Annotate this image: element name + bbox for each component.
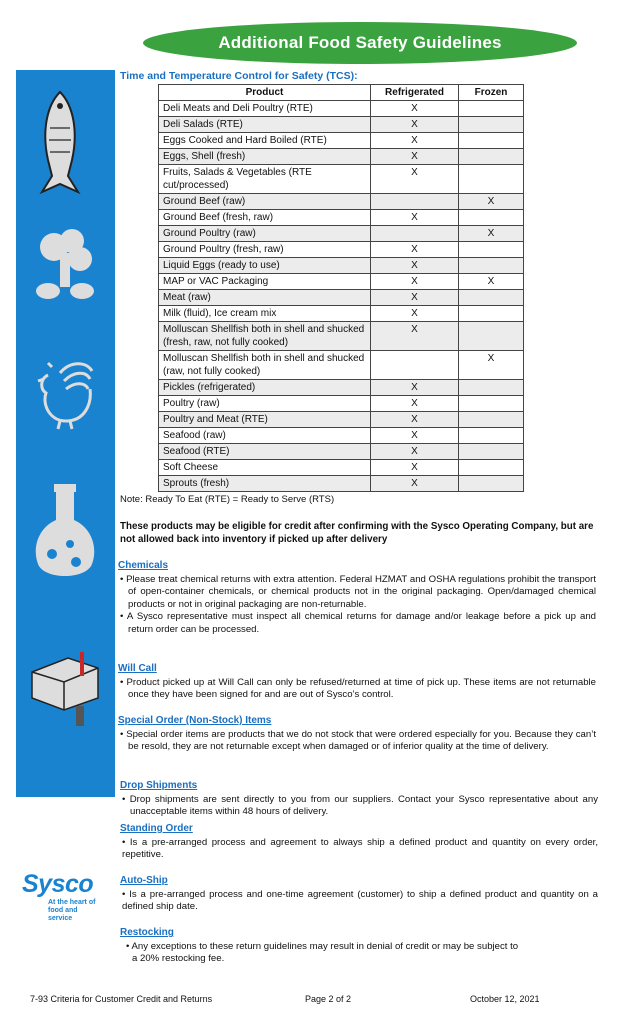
- will-call-section: [118, 663, 596, 702]
- standing-order-section: [120, 823, 598, 862]
- cell-refrigerated: X: [371, 242, 459, 258]
- cell-product: Milk (fluid), Ice cream mix: [159, 306, 371, 322]
- footer-document-title: 7-93 Criteria for Customer Credit and Returns: [30, 994, 213, 1004]
- flask-icon: [30, 480, 100, 586]
- cell-product: Seafood (RTE): [159, 444, 371, 460]
- table-row: [159, 380, 524, 396]
- bullet-text: Drop shipments are sent directly to you from our suppliers. Contact your Sysco representative about any unacceptable items within 48 hours of delivery.: [129, 793, 599, 817]
- table-row: [159, 226, 524, 242]
- cell-refrigerated: [371, 194, 459, 210]
- sidebar-graphic-strip: [16, 70, 115, 797]
- cell-refrigerated: X: [371, 210, 459, 226]
- eligibility-statement: These products may be eligible for credit after confirming with the Sysco Operating Company, but are not allowed back into inventory if picked up after delivery: [120, 521, 594, 545]
- restocking-heading: Restocking: [120, 927, 174, 938]
- cell-product: Sprouts (fresh): [159, 476, 371, 492]
- table-row: [159, 149, 524, 165]
- bullet-text: Is a pre-arranged process and one-time agreement (customer) to ship a defined product and quantity on a defined ship date.: [122, 888, 598, 912]
- cell-product: Deli Salads (RTE): [159, 117, 371, 133]
- cell-refrigerated: X: [371, 117, 459, 133]
- cell-product: Poultry and Meat (RTE): [159, 412, 371, 428]
- chemicals-bullet-2: • A Sysco representative must inspect all chemical returns for damage and/or leakage before a pick up and return order can be processed.: [120, 611, 596, 635]
- table-header-row: [159, 85, 524, 101]
- auto-ship-bullet: • Is a pre-arranged process and one-time agreement (customer) to ship a defined product and quantity on a defined ship date.: [122, 888, 598, 912]
- table-row: [159, 242, 524, 258]
- chemicals-bullet-1: • Please treat chemical returns with extra attention. Federal HZMAT and OSHA regulations prohibit the transport of open-container chemicals, or chemical products not in the original packaging. Open/damaged chemical products or not in original packaging are non-returnable.: [120, 573, 596, 610]
- cell-product: Meat (raw): [159, 290, 371, 306]
- cell-product: Seafood (raw): [159, 428, 371, 444]
- cell-refrigerated: [371, 351, 459, 380]
- cell-refrigerated: X: [371, 460, 459, 476]
- cell-frozen: X: [459, 351, 524, 380]
- table-row: [159, 444, 524, 460]
- cell-frozen: [459, 101, 524, 117]
- cell-refrigerated: [371, 226, 459, 242]
- table-row: [159, 412, 524, 428]
- bullet-text: Any exceptions to these return guidelines may result in denial of credit or may be subject to a 20% restocking fee.: [131, 940, 519, 964]
- special-order-heading: Special Order (Non-Stock) Items: [118, 715, 272, 726]
- cell-refrigerated: X: [371, 380, 459, 396]
- table-row: [159, 210, 524, 226]
- cell-refrigerated: X: [371, 428, 459, 444]
- chicken-icon: [30, 355, 100, 431]
- table-row: [159, 258, 524, 274]
- tcs-table: [158, 84, 524, 492]
- cell-refrigerated: X: [371, 149, 459, 165]
- special-order-section: [118, 715, 596, 754]
- cell-refrigerated: X: [371, 258, 459, 274]
- footer-date: October 12, 2021: [470, 994, 540, 1004]
- table-row: [159, 290, 524, 306]
- cell-refrigerated: X: [371, 396, 459, 412]
- restocking-bullet: • Any exceptions to these return guidelines may result in denial of credit or may be subject to a 20% restocking fee.: [126, 940, 519, 964]
- cell-refrigerated: X: [371, 101, 459, 117]
- drop-shipments-section: [120, 780, 598, 819]
- table-row: [159, 165, 524, 194]
- mailbox-icon: [24, 650, 104, 726]
- table-row: [159, 306, 524, 322]
- cell-product: Soft Cheese: [159, 460, 371, 476]
- cell-frozen: [459, 380, 524, 396]
- cell-refrigerated: X: [371, 133, 459, 149]
- cell-frozen: [459, 460, 524, 476]
- cell-product: Deli Meats and Deli Poultry (RTE): [159, 101, 371, 117]
- cell-refrigerated: X: [371, 476, 459, 492]
- table-row: [159, 460, 524, 476]
- cell-frozen: [459, 242, 524, 258]
- cell-frozen: [459, 396, 524, 412]
- cell-frozen: [459, 210, 524, 226]
- cell-refrigerated: X: [371, 306, 459, 322]
- table-row: [159, 351, 524, 380]
- cell-frozen: [459, 476, 524, 492]
- tcs-title: Time and Temperature Control for Safety (TCS):: [120, 70, 358, 82]
- cell-product: Eggs, Shell (fresh): [159, 149, 371, 165]
- cell-frozen: [459, 149, 524, 165]
- sysco-logo: [22, 870, 102, 923]
- chemicals-heading: Chemicals: [118, 560, 169, 571]
- cell-frozen: [459, 322, 524, 351]
- tcs-table-body: [159, 101, 524, 492]
- cell-frozen: [459, 133, 524, 149]
- cell-frozen: X: [459, 226, 524, 242]
- cell-product: MAP or VAC Packaging: [159, 274, 371, 290]
- table-row: [159, 396, 524, 412]
- table-row: [159, 117, 524, 133]
- cell-product: Ground Beef (fresh, raw): [159, 210, 371, 226]
- standing-order-bullet: • Is a pre-arranged process and agreement to always ship a defined product and quantity on every order, repetitive.: [122, 836, 598, 860]
- bullet-text: Please treat chemical returns with extra attention. Federal HZMAT and OSHA regulations prohibit the transport of open-container chemicals, or chemical products not in the original packaging. Open/damaged chemical products or not in original packaging are non-returnable.: [126, 573, 596, 610]
- header-refrigerated: Refrigerated: [371, 85, 459, 101]
- table-row: [159, 476, 524, 492]
- cell-product: Eggs Cooked and Hard Boiled (RTE): [159, 133, 371, 149]
- cell-refrigerated: X: [371, 274, 459, 290]
- cell-refrigerated: X: [371, 290, 459, 306]
- cell-product: Molluscan Shellfish both in shell and shucked (fresh, raw, not fully cooked): [159, 322, 371, 351]
- table-row: [159, 322, 524, 351]
- cell-refrigerated: X: [371, 412, 459, 428]
- cell-frozen: [459, 412, 524, 428]
- chemicals-section: [118, 560, 596, 636]
- cell-refrigerated: X: [371, 322, 459, 351]
- table-row: [159, 274, 524, 290]
- table-row: [159, 133, 524, 149]
- cell-refrigerated: X: [371, 165, 459, 194]
- cell-frozen: [459, 165, 524, 194]
- cell-refrigerated: X: [371, 444, 459, 460]
- cell-product: Ground Poultry (raw): [159, 226, 371, 242]
- will-call-bullet: • Product picked up at Will Call can only be refused/returned at time of pick up. These items are not returnable once they have been signed for and are out of Sysco’s control.: [120, 676, 596, 700]
- drop-shipments-bullet: • Drop shipments are sent directly to you from our suppliers. Contact your Sysco representative about any unacceptable items within 48 hours of delivery.: [122, 793, 599, 817]
- rte-note: Note: Ready To Eat (RTE) = Ready to Serve (RTS): [120, 494, 335, 505]
- auto-ship-section: [120, 875, 598, 914]
- cell-product: Molluscan Shellfish both in shell and shucked (raw, not fully cooked): [159, 351, 371, 380]
- table-row: [159, 194, 524, 210]
- bullet-text: Special order items are products that we do not stock that were ordered especially for you. Because they can’t be resold, they are not returnable except when damaged or of inferior quality at the time of delivery.: [126, 728, 596, 752]
- standing-order-heading: Standing Order: [120, 823, 193, 834]
- logo-tagline-2: food and service: [48, 907, 78, 922]
- cell-product: Ground Beef (raw): [159, 194, 371, 210]
- cell-frozen: X: [459, 194, 524, 210]
- cell-product: Pickles (refrigerated): [159, 380, 371, 396]
- cell-frozen: [459, 117, 524, 133]
- restocking-section: [120, 927, 520, 966]
- cell-frozen: [459, 428, 524, 444]
- special-order-bullet: • Special order items are products that we do not stock that were ordered especially for you. Because they can’t be resold, they are not returnable except when damaged or of inferior quality at the time of delivery.: [120, 728, 596, 752]
- cell-product: Fruits, Salads & Vegetables (RTE cut/processed): [159, 165, 371, 194]
- cell-product: Poultry (raw): [159, 396, 371, 412]
- header-frozen: Frozen: [459, 85, 524, 101]
- mushroom-vegetable-icon: [30, 225, 102, 305]
- table-row: [159, 101, 524, 117]
- fish-icon: [34, 88, 86, 196]
- cell-frozen: [459, 290, 524, 306]
- table-row: [159, 428, 524, 444]
- bullet-text: Product picked up at Will Call can only be refused/returned at time of pick up. These items are not returnable once they have been signed for and are out of Sysco’s control.: [126, 676, 596, 700]
- cell-frozen: [459, 258, 524, 274]
- bullet-text: A Sysco representative must inspect all chemical returns for damage and/or leakage before a pick up and return order can be processed.: [126, 611, 596, 635]
- cell-frozen: [459, 444, 524, 460]
- will-call-heading: Will Call: [118, 663, 157, 674]
- auto-ship-heading: Auto-Ship: [120, 875, 168, 886]
- cell-product: Ground Poultry (fresh, raw): [159, 242, 371, 258]
- footer-page-number: Page 2 of 2: [305, 994, 352, 1004]
- cell-frozen: X: [459, 274, 524, 290]
- logo-tagline-1: At the heart of: [48, 899, 96, 906]
- header-product: Product: [159, 85, 371, 101]
- cell-frozen: [459, 306, 524, 322]
- logo-wordmark: Sysco: [22, 870, 94, 898]
- cell-product: Liquid Eggs (ready to use): [159, 258, 371, 274]
- drop-shipments-heading: Drop Shipments: [120, 780, 198, 791]
- page-banner: Additional Food Safety Guidelines: [143, 22, 577, 64]
- bullet-text: Is a pre-arranged process and agreement to always ship a defined product and quantity on every order, repetitive.: [122, 836, 598, 860]
